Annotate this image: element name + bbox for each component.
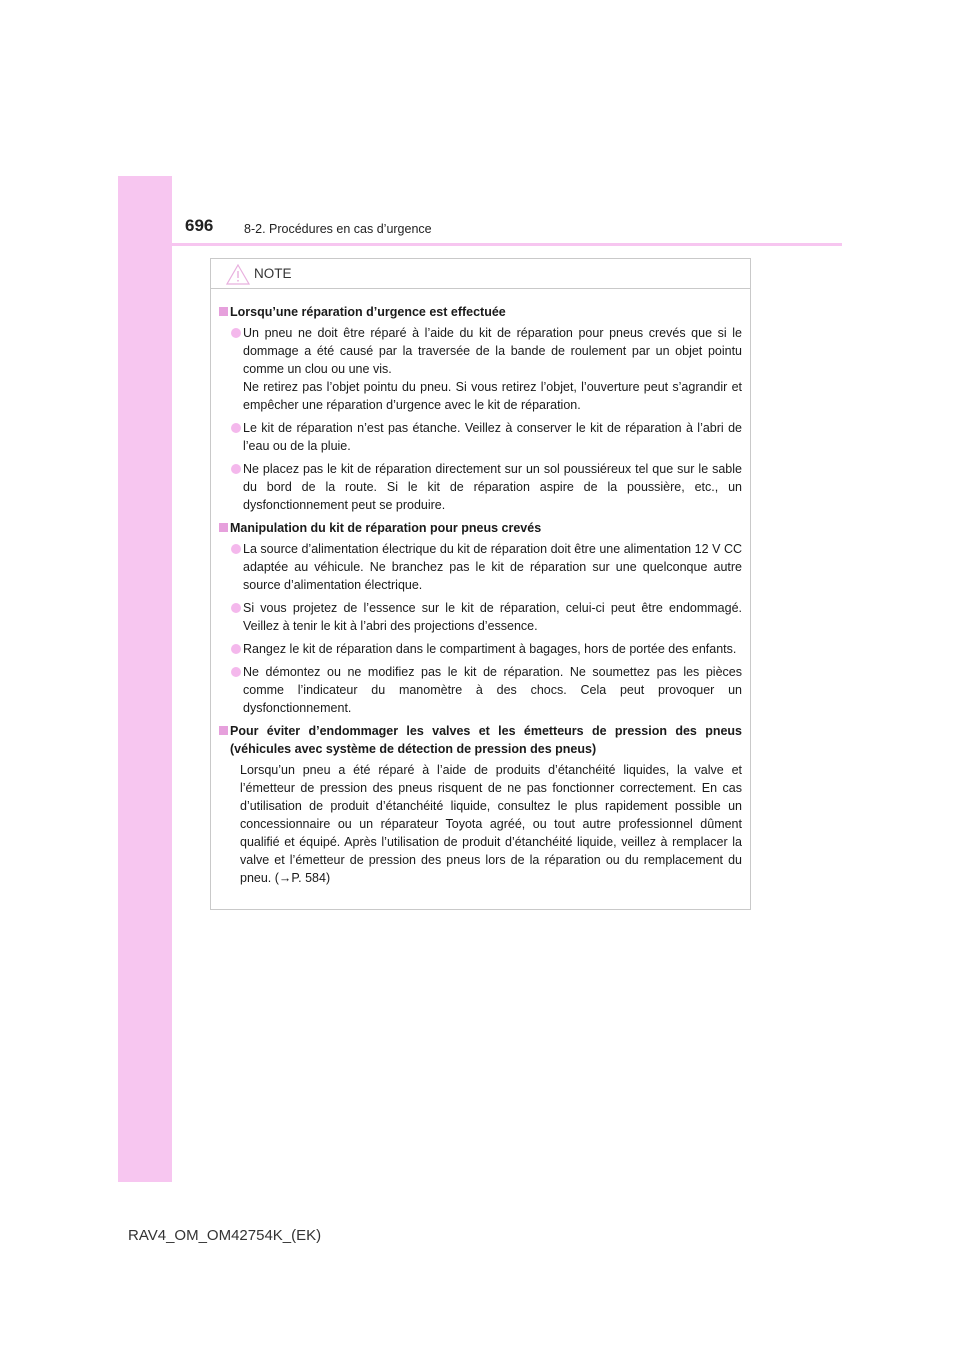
note-box xyxy=(210,258,751,910)
round-bullet-icon xyxy=(231,667,241,677)
section-heading: Pour éviter d’endommager les valves et les émetteurs de pression des pneus (véhicules avec système de détection de pression des pneus) xyxy=(219,722,742,758)
page-number: 696 xyxy=(185,216,214,235)
note-header xyxy=(211,259,750,289)
section-heading: Manipulation du kit de réparation pour pneus crevés xyxy=(219,519,742,537)
document-code: RAV4_OM_OM42754K_(EK) xyxy=(128,1227,322,1244)
list-item: La source d’alimentation électrique du kit de réparation doit être une alimentation 12 V CC adaptée au véhicule. Ne branchez pas le kit de réparation sur une quelconque autre source d’alimentation électrique. xyxy=(219,540,742,594)
square-bullet-icon xyxy=(219,726,228,735)
section-title: 8-2. Procédures en cas d’urgence xyxy=(244,222,432,236)
list-item: Un pneu ne doit être réparé à l’aide du kit de réparation pour pneus crevés que si le dommage a été causé par la traversée de la bande de roulement par un objet pointu comme un clou ou une vis. Ne retirez pas l’objet pointu du pneu. Si vous retirez l’objet, l’ouverture peut s’agrandir et empêcher une réparation d’urgence avec le kit de réparation. xyxy=(219,324,742,414)
round-bullet-icon xyxy=(231,464,241,474)
side-tab-band xyxy=(118,176,172,1182)
list-item: Rangez le kit de réparation dans le compartiment à bagages, hors de portée des enfants. xyxy=(219,640,742,658)
note-label: NOTE xyxy=(254,266,292,281)
header-rule xyxy=(118,243,842,246)
list-item: Si vous projetez de l’essence sur le kit de réparation, celui-ci peut être endommagé. Veillez à tenir le kit à l’abri des projections d’essence. xyxy=(219,599,742,635)
note-body xyxy=(211,289,750,887)
square-bullet-icon xyxy=(219,523,228,532)
list-item: Ne démontez ou ne modifiez pas le kit de réparation. Ne soumettez pas les pièces comme l’indicateur du manomètre à des chocs. Cela peut provoquer un dysfonctionnement. xyxy=(219,663,742,717)
list-item: Ne placez pas le kit de réparation directement sur un sol poussiéreux tel que sur le sable du bord de la route. Si le kit de réparation aspire de la poussière, etc., un dysfonctionnement peut se produire. xyxy=(219,460,742,514)
square-bullet-icon xyxy=(219,307,228,316)
round-bullet-icon xyxy=(231,603,241,613)
round-bullet-icon xyxy=(231,544,241,554)
round-bullet-icon xyxy=(231,328,241,338)
section-paragraph: Lorsqu’un pneu a été réparé à l’aide de produits d’étanchéité liquides, la valve et l’émetteur de pression des pneus risquent de ne pas fonctionner correctement. En cas d’utilisation de produit d’étanchéité liquide, consultez le plus rapidement possible un concessionnaire ou un réparateur Toyota agréé, ou tout autre professionnel dûment qualifié et équipé. Après l’utilisation de produit d’étanchéité liquide, veillez à remplacer la valve et l’émetteur de pression des pneus lors de la réparation ou du remplacement du pneu. (→P. 584) xyxy=(240,763,742,885)
warning-triangle-icon xyxy=(226,264,250,285)
list-item: Le kit de réparation n’est pas étanche. Veillez à conserver le kit de réparation à l’abri de l’eau ou de la pluie. xyxy=(219,419,742,455)
round-bullet-icon xyxy=(231,423,241,433)
round-bullet-icon xyxy=(231,644,241,654)
section-heading: Lorsqu’une réparation d’urgence est effectuée xyxy=(219,303,742,321)
